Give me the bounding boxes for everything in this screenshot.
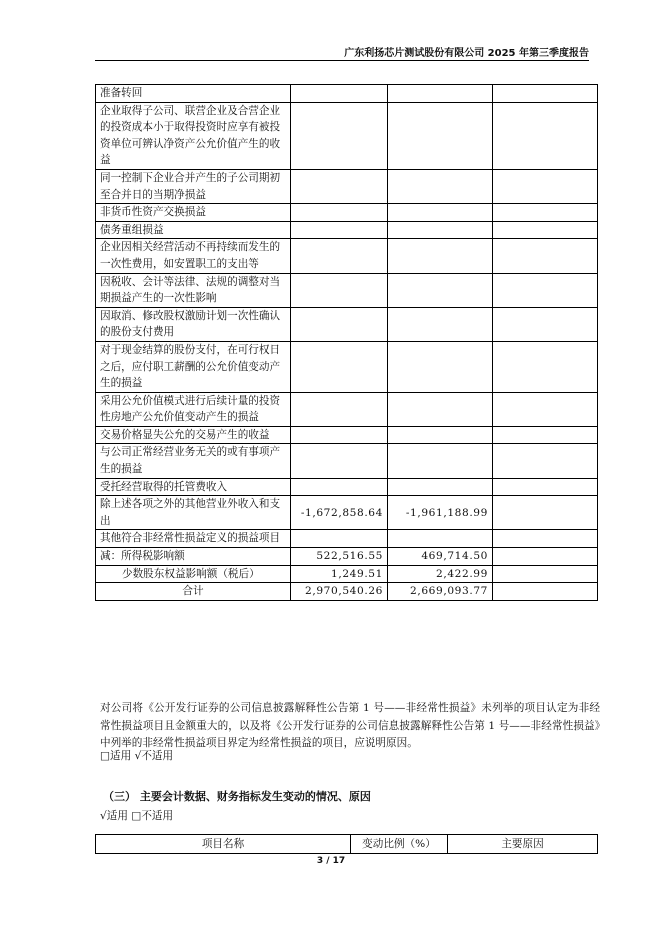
row-label: 债务重组损益 — [96, 221, 291, 239]
cell-note — [493, 169, 598, 203]
cell-ytd — [388, 102, 493, 169]
cell-note — [493, 204, 598, 222]
table-row — [96, 341, 598, 392]
header-rule — [95, 60, 589, 61]
cell-current: 2,970,540.26 — [291, 583, 388, 601]
table-row — [96, 496, 598, 530]
table-row — [96, 444, 598, 478]
cell-current — [291, 204, 388, 222]
cell-current — [291, 341, 388, 392]
cell-current — [291, 478, 388, 496]
table-row — [96, 204, 598, 222]
applicability-option: □适用 √不适用 — [100, 750, 174, 762]
row-label: 少数股东权益影响额（税后） — [96, 565, 291, 583]
cell-note — [493, 478, 598, 496]
cell-note — [493, 273, 598, 307]
cell-current — [291, 239, 388, 273]
cell-note — [493, 239, 598, 273]
row-label: 减：所得税影响额 — [96, 548, 291, 566]
cell-ytd — [388, 530, 493, 548]
table-row — [96, 239, 598, 273]
cell-note — [493, 341, 598, 392]
cell-ytd — [388, 273, 493, 307]
row-label: 采用公允价值模式进行后续计量的投资性房地产公允价值变动产生的损益 — [96, 392, 291, 426]
cell-ytd — [388, 444, 493, 478]
cell-note — [493, 444, 598, 478]
report-header: 广东利扬芯片测试股份有限公司 2025 年第三季度报告 — [344, 48, 589, 59]
cell-ytd — [388, 204, 493, 222]
cell-ytd — [388, 307, 493, 341]
cell-note — [493, 392, 598, 426]
cell-note — [493, 426, 598, 444]
table-row — [96, 565, 598, 583]
cell-current: 522,516.55 — [291, 548, 388, 566]
row-label: 因取消、修改股权激励计划一次性确认的股份支付费用 — [96, 307, 291, 341]
cell-note — [493, 565, 598, 583]
cell-ytd — [388, 426, 493, 444]
table-row — [96, 530, 598, 548]
changes-table — [95, 834, 598, 854]
row-label: 企业因相关经营活动不再持续而发生的一次性费用，如安置职工的支出等 — [96, 239, 291, 273]
table-row — [96, 392, 598, 426]
table-row — [96, 273, 598, 307]
cell-note — [493, 307, 598, 341]
section-title: （三） 主要会计数据、财务指标发生变动的情况、原因 — [103, 790, 371, 803]
non-recurring-gains-table — [95, 84, 598, 601]
table-row-total — [96, 583, 598, 601]
row-label: 准备转回 — [96, 85, 291, 103]
cell-ytd — [388, 239, 493, 273]
cell-ytd: 469,714.50 — [388, 548, 493, 566]
table-row — [96, 426, 598, 444]
cell-note — [493, 530, 598, 548]
cell-current — [291, 426, 388, 444]
cell-current — [291, 221, 388, 239]
table-row — [96, 548, 598, 566]
row-label: 受托经营取得的托管费收入 — [96, 478, 291, 496]
cell-current — [291, 530, 388, 548]
table-row — [96, 169, 598, 203]
cell-note — [493, 548, 598, 566]
row-label: 其他符合非经常性损益定义的损益项目 — [96, 530, 291, 548]
cell-current — [291, 102, 388, 169]
row-label: 合计 — [96, 583, 291, 601]
page-number: 3 / 17 — [316, 856, 346, 866]
cell-note — [493, 583, 598, 601]
row-label: 交易价格显失公允的交易产生的收益 — [96, 426, 291, 444]
cell-ytd — [388, 221, 493, 239]
cell-note — [493, 102, 598, 169]
cell-current — [291, 392, 388, 426]
row-label: 同一控制下企业合并产生的子公司期初至合并日的当期净损益 — [96, 169, 291, 203]
cell-current: -1,672,858.64 — [291, 496, 388, 530]
row-label: 对于现金结算的股份支付，在可行权日之后，应付职工薪酬的公允价值变动产生的损益 — [96, 341, 291, 392]
cell-ytd: 2,669,093.77 — [388, 583, 493, 601]
table-row — [96, 478, 598, 496]
cell-current: 1,249.51 — [291, 565, 388, 583]
cell-current — [291, 444, 388, 478]
cell-note — [493, 496, 598, 530]
header-item-name: 项目名称 — [96, 835, 351, 854]
header-change-ratio: 变动比例（%） — [351, 835, 448, 854]
header-main-reason: 主要原因 — [448, 835, 598, 854]
cell-ytd — [388, 85, 493, 103]
cell-current — [291, 169, 388, 203]
cell-ytd — [388, 478, 493, 496]
cell-ytd — [388, 341, 493, 392]
row-label: 与公司正常经营业务无关的或有事项产生的损益 — [96, 444, 291, 478]
cell-note — [493, 85, 598, 103]
cell-note — [493, 221, 598, 239]
table-row — [96, 102, 598, 169]
cell-current — [291, 307, 388, 341]
table-row — [96, 85, 598, 103]
explanation-paragraph: 对公司将《公开发行证券的公司信息披露解释性公告第 1 号——非经常性损益》未列举的项目认定为非经常性损益项目且金额重大的，以及将《公开发行证券的公司信息披露解释性公告第 1 号——非经常性损益》中列举的非经常性损益项目界定为经常性损益的项目，应说明原因。 — [100, 702, 600, 749]
cell-ytd — [388, 169, 493, 203]
table-header-row — [96, 835, 598, 854]
row-label: 企业取得子公司、联营企业及合营企业的投资成本小于取得投资时应享有被投资单位可辨认净资产公允价值产生的收益 — [96, 102, 291, 169]
cell-current — [291, 85, 388, 103]
section-applicability-option: √适用 □不适用 — [100, 810, 174, 822]
table-row — [96, 307, 598, 341]
cell-ytd — [388, 392, 493, 426]
row-label: 非货币性资产交换损益 — [96, 204, 291, 222]
cell-ytd: 2,422.99 — [388, 565, 493, 583]
cell-current — [291, 273, 388, 307]
cell-ytd: -1,961,188.99 — [388, 496, 493, 530]
row-label: 因税收、会计等法律、法规的调整对当期损益产生的一次性影响 — [96, 273, 291, 307]
row-label: 除上述各项之外的其他营业外收入和支出 — [96, 496, 291, 530]
table-row — [96, 221, 598, 239]
